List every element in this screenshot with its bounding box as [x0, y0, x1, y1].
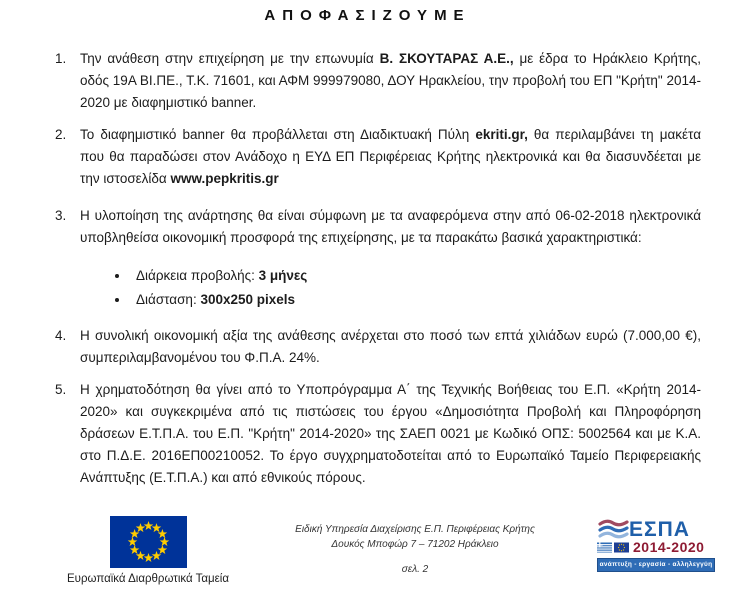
greek-eu-flags-icon — [597, 542, 630, 553]
item-text — [80, 205, 701, 311]
bullet-list — [112, 265, 701, 311]
espa-waves-icon — [597, 519, 629, 541]
espa-logo-top — [597, 519, 715, 541]
item-text: Το διαφημιστικό banner θα προβάλλεται στη Διαδικτυακή Πύλη ekriti.gr, θα περιλαμβάνει τη μακέτα που θα παραδώσει στον Ανάδοχο η ΕΥΔ ΕΠ Περιφέρειας Κρήτης ηλεκτρονικά και θα διασυνδέεται με την ιστοσελίδα www.pepkritis.gr — [80, 127, 701, 186]
page-footer — [0, 516, 735, 585]
espa-wordmark: ΕΣΠΑ — [629, 518, 690, 541]
item-paragraph: Η υλοποίηση της ανάρτησης θα είναι σύμφωνη με τα αναφερόμενα στην από 06-02-2018 ηλεκτρονικά υποβληθείσα οικονομική προσφορά της επιχείρησης, με τα παρακάτω βασικά χαρακτηριστικά: — [80, 208, 701, 245]
item-number: 4. — [55, 328, 67, 343]
bullet-item: • Διάσταση: 300x250 pixels — [130, 289, 701, 311]
item-number: 5. — [55, 382, 67, 397]
espa-logo — [597, 519, 715, 572]
item-number: 3. — [55, 208, 67, 223]
decision-item-4 — [55, 325, 701, 369]
eu-funds-block — [63, 516, 233, 585]
espa-logo-middle — [597, 540, 715, 555]
bullet-item: • Διάρκεια προβολής: 3 μήνες — [130, 265, 701, 287]
decision-item-3 — [55, 205, 701, 311]
agency-name: Ειδική Υπηρεσία Διαχείρισης Ε.Π. Περιφέρειας Κρήτης — [295, 524, 535, 535]
decision-item-5 — [55, 379, 701, 489]
eu-flag-caption: Ευρωπαϊκά Διαρθρωτικά Ταμεία — [67, 573, 229, 585]
decision-list — [0, 48, 735, 489]
page-number: σελ. 2 — [401, 564, 429, 575]
item-text: Η χρηματοδότηση θα γίνει από το Υποπρόγραμμα Α΄ της Τεχνικής Βοήθειας του Ε.Π. «Κρήτη 2014-2020» και συγκεκριμένα από τις πιστώσεις του έργου «Δημοσιότητα Προβολή και Πληροφόρηση δράσεων Ε.Τ.Π.Α. του Ε.Π. "Κρήτη" 2014-2020» της ΣΑΕΠ 0021 με Κωδικό ΟΠΣ: 5002564 και με Κ.Α. στο Π.Δ.Ε. 2016ΕΠ00210052. Το έργο συγχρηματοδοτείται από το Ευρωπαϊκό Ταμείο Περιφερειακής Ανάπτυξης (Ε.Τ.Π.Α.) και από εθνικούς πόρους. — [80, 382, 701, 485]
decision-item-1 — [55, 48, 701, 114]
item-number: 2. — [55, 127, 67, 142]
espa-years: 2014-2020 — [633, 539, 705, 555]
decision-item-2 — [55, 124, 701, 190]
item-text: Η συνολική οικονομική αξία της ανάθεσης ανέρχεται στο ποσό των επτά χιλιάδων ευρώ (7.000,00 €), συμπεριλαμβανομένου του Φ.Π.Α. 24%. — [80, 328, 701, 365]
agency-address: Δουκός Μποφώρ 7 – 71202 Ηράκλειο — [331, 538, 499, 550]
agency-info — [233, 516, 597, 578]
item-text: Την ανάθεση στην επιχείρηση με την επωνυμία Β. ΣΚΟΥΤΑΡΑΣ Α.Ε., με έδρα το Ηράκλειο Κρήτης, οδός 19Α ΒΙ.ΠΕ., Τ.Κ. 71601, και ΑΦΜ 999979080, ΔΟΥ Ηρακλείου, την προβολή του ΕΠ "Κρήτη" 2014-2020 με διαφημιστικό banner. — [80, 51, 702, 110]
page-title: ΑΠΟΦΑΣΙΖΟΥΜΕ — [264, 7, 471, 24]
espa-slogan-banner: ανάπτυξη - εργασία - αλληλεγγύη — [597, 558, 715, 572]
item-number: 1. — [55, 51, 67, 66]
eu-flag-icon — [110, 516, 187, 568]
